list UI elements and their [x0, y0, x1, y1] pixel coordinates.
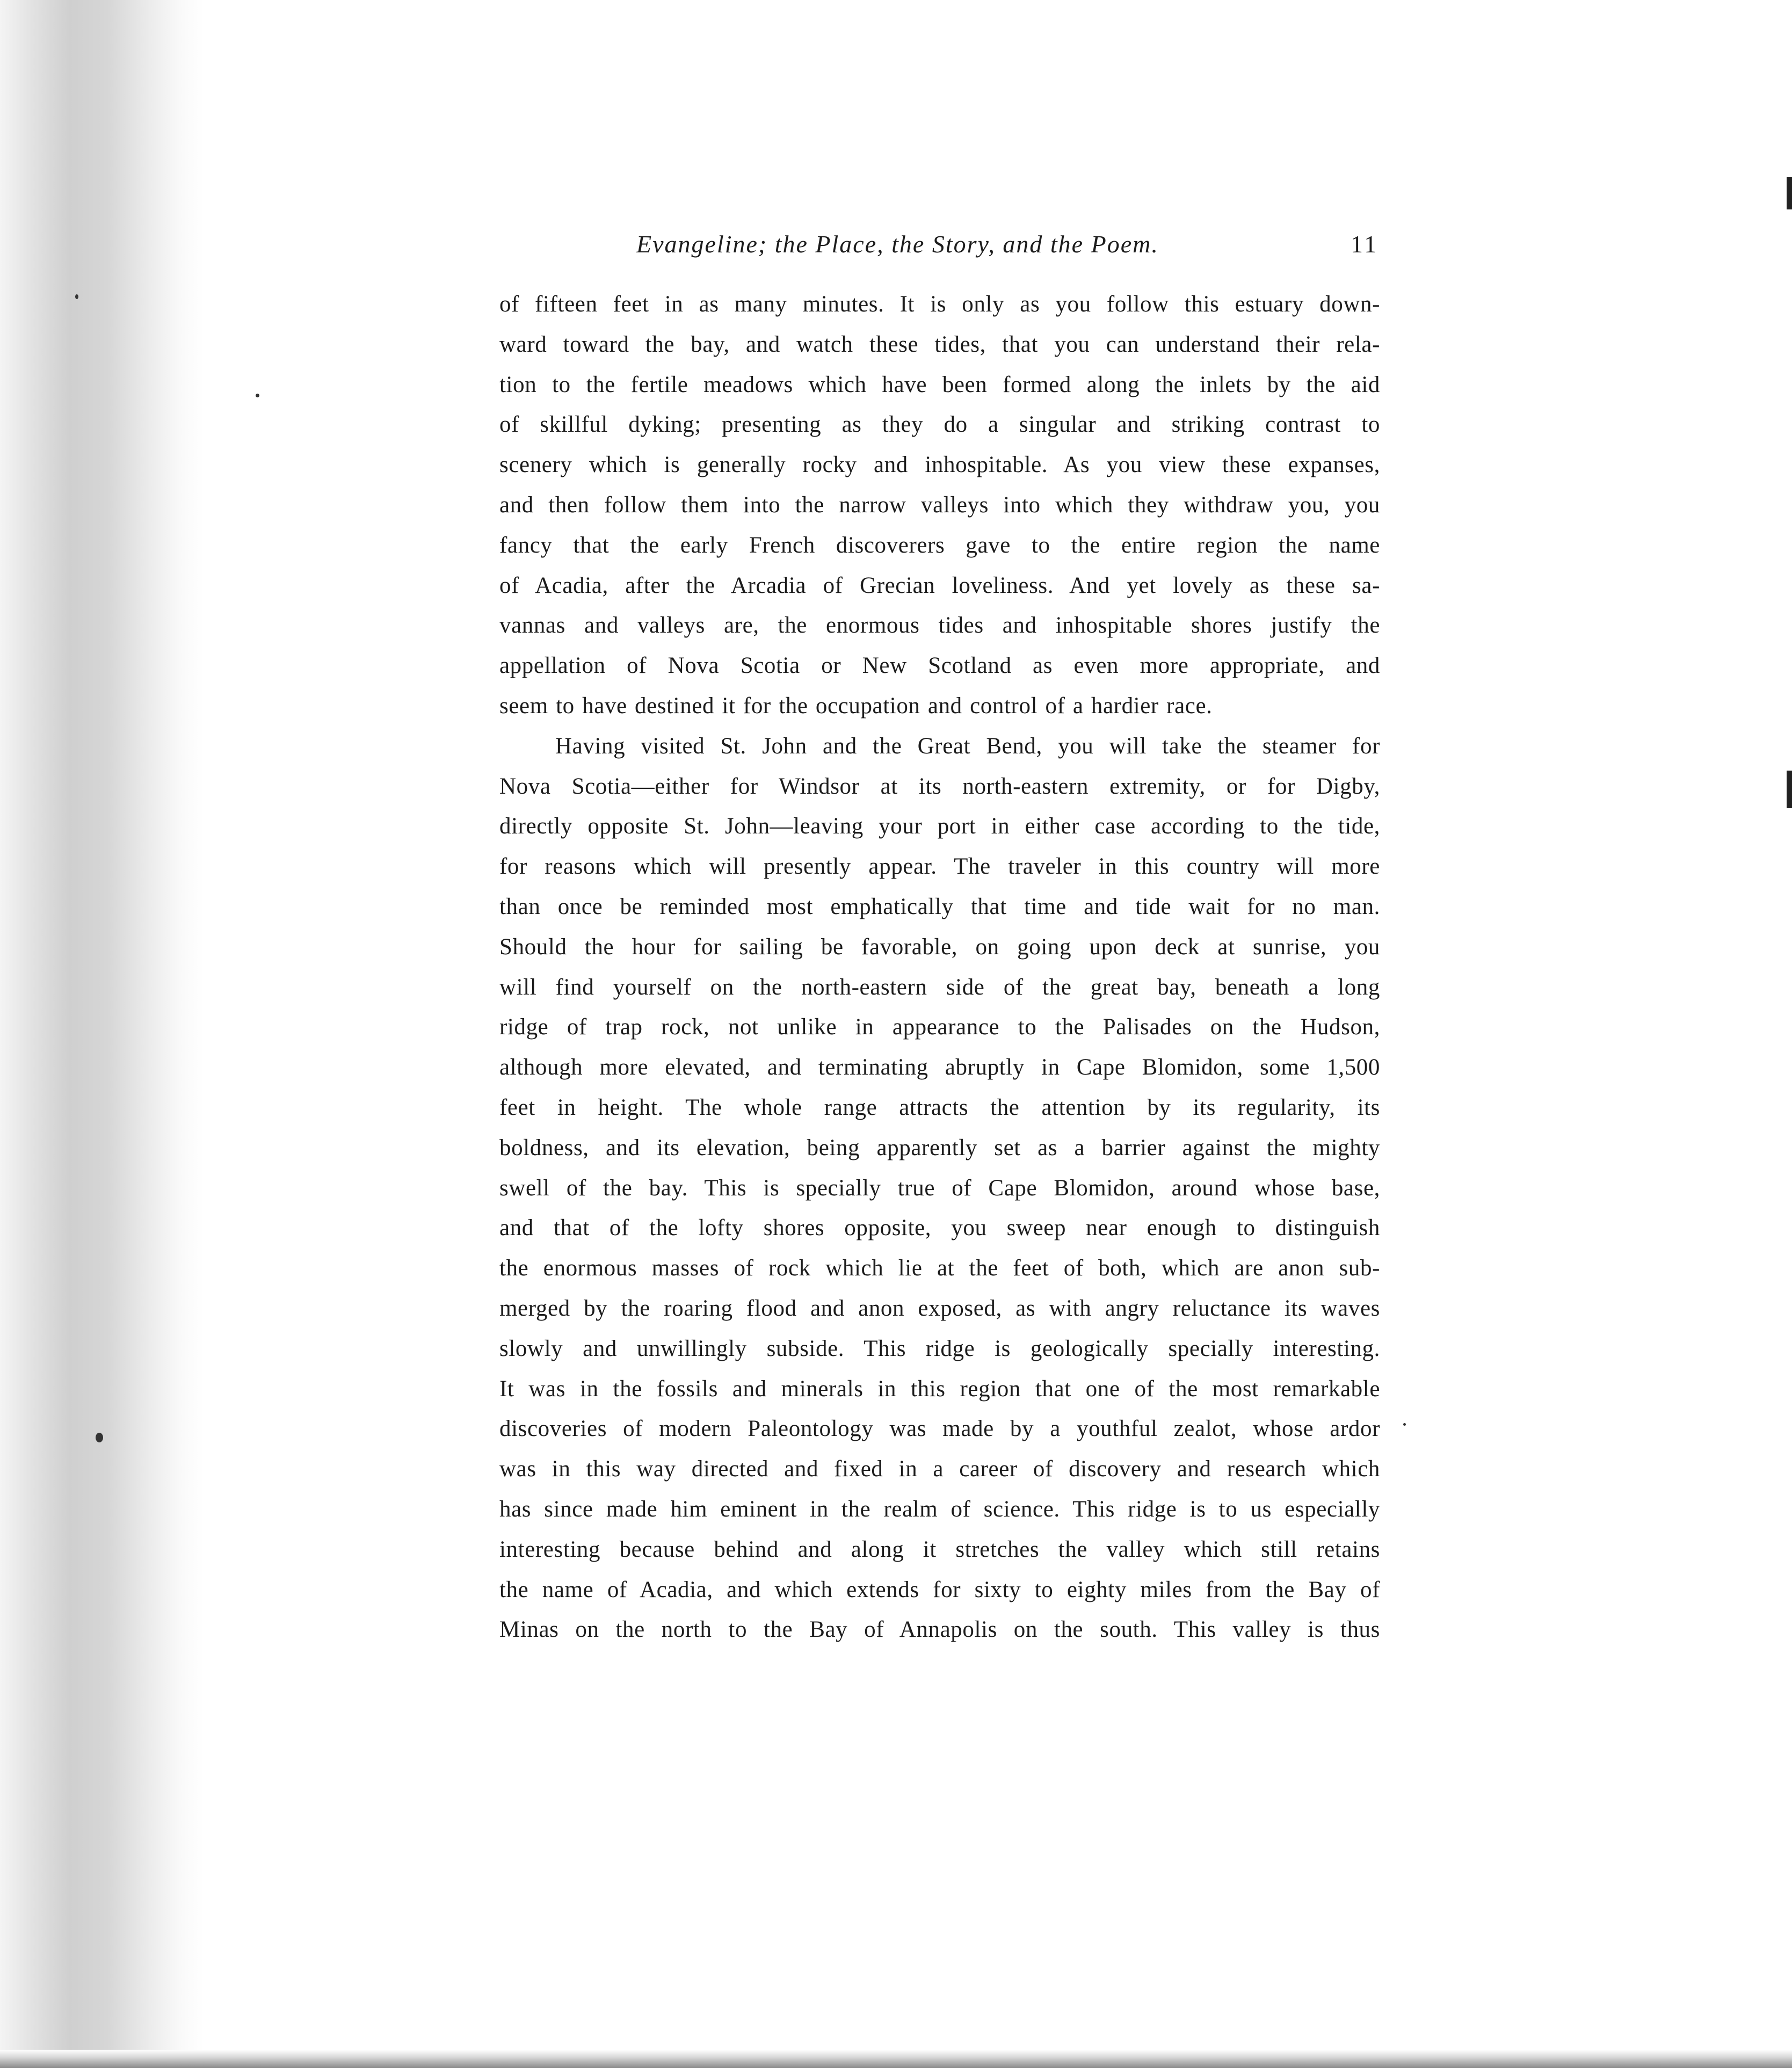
- text-line: was in this way directed and fixed in a career of discovery and research which: [499, 1456, 1380, 1482]
- text-line: Having visited St. John and the Great Bend, you will take the steamer for: [555, 733, 1380, 759]
- text-line: the name of Acadia, and which extends for sixty to eighty miles from the Bay of: [499, 1577, 1380, 1602]
- page-number: 11: [1351, 230, 1379, 258]
- running-head: Evangeline; the Place, the Story, and the Poem.: [636, 230, 1159, 258]
- text-line: Nova Scotia—either for Windsor at its north-eastern extremity, or for Digby,: [499, 773, 1380, 799]
- scan-speck: [75, 294, 78, 299]
- text-line: vannas and valleys are, the enormous tides and inhospitable shores justify the: [499, 613, 1380, 638]
- text-line: than once be reminded most emphatically that time and tide wait for no man.: [499, 894, 1380, 919]
- text-line: swell of the bay. This is specially true of Cape Blomidon, around whose base,: [499, 1175, 1380, 1201]
- body-text: [499, 285, 1380, 1650]
- text-line: discoveries of modern Paleontology was made by a youthful zealot, whose ardor: [499, 1416, 1380, 1442]
- text-line: ridge of trap rock, not unlike in appearance to the Palisades on the Hudson,: [499, 1014, 1380, 1040]
- text-line: fancy that the early French discoverers gave to the entire region the name: [499, 532, 1380, 558]
- text-line: boldness, and its elevation, being apparently set as a barrier against the mighty: [499, 1135, 1380, 1160]
- text-line: and that of the lofty shores opposite, you sweep near enough to distinguish: [499, 1215, 1380, 1241]
- scan-edge-mark: [1787, 177, 1792, 209]
- text-line: the enormous masses of rock which lie at the feet of both, which are anon sub-: [499, 1256, 1380, 1281]
- text-line: merged by the roaring flood and anon exposed, as with angry reluctance its waves: [499, 1295, 1380, 1321]
- text-line: directly opposite St. John—leaving your port in either case according to the tide,: [499, 814, 1380, 839]
- text-line: will find yourself on the north-eastern side of the great bay, beneath a long: [499, 974, 1380, 1000]
- text-line: Should the hour for sailing be favorable, on going upon deck at sunrise, you: [499, 934, 1380, 960]
- text-line: seem to have destined it for the occupation and control of a hardier race.: [499, 693, 1213, 719]
- text-line: although more elevated, and terminating abruptly in Cape Blomidon, some 1,500: [499, 1055, 1380, 1080]
- text-line: of skillful dyking; presenting as they do a singular and striking contrast to: [499, 412, 1380, 438]
- text-line: for reasons which will presently appear. The traveler in this country will more: [499, 854, 1380, 880]
- paragraph: [499, 727, 1380, 1650]
- scan-speck: [96, 1433, 103, 1442]
- text-line: Minas on the north to the Bay of Annapolis on the south. This valley is thus: [499, 1617, 1380, 1643]
- paragraph: [499, 285, 1380, 727]
- text-line: It was in the fossils and minerals in this region that one of the most remarkable: [499, 1376, 1380, 1402]
- scan-shadow-band: [0, 0, 204, 2068]
- text-line: and then follow them into the narrow valleys into which they withdraw you, you: [499, 492, 1380, 518]
- text-line: appellation of Nova Scotia or New Scotland as even more appropriate, and: [499, 653, 1380, 679]
- scan-edge-mark: [1787, 771, 1792, 808]
- text-line: scenery which is generally rocky and inhospitable. As you view these expanses,: [499, 452, 1380, 478]
- scan-speck: [256, 394, 259, 397]
- text-line: of fifteen feet in as many minutes. It is only as you follow this estuary down-: [499, 292, 1380, 317]
- scan-bottom-edge: [0, 2050, 1792, 2068]
- text-line: of Acadia, after the Arcadia of Grecian loveliness. And yet lovely as these sa-: [499, 572, 1380, 598]
- text-line: interesting because behind and along it stretches the valley which still retains: [499, 1536, 1380, 1562]
- text-line: feet in height. The whole range attracts the attention by its regularity, its: [499, 1094, 1380, 1120]
- text-line: tion to the fertile meadows which have been formed along the inlets by the aid: [499, 372, 1380, 397]
- text-line: ward toward the bay, and watch these tides, that you can understand their rela-: [499, 331, 1380, 357]
- scan-speck: [1403, 1423, 1406, 1426]
- text-line: slowly and unwillingly subside. This ridge is geologically specially interesting.: [499, 1336, 1380, 1361]
- text-line: has since made him eminent in the realm of science. This ridge is to us especially: [499, 1496, 1380, 1522]
